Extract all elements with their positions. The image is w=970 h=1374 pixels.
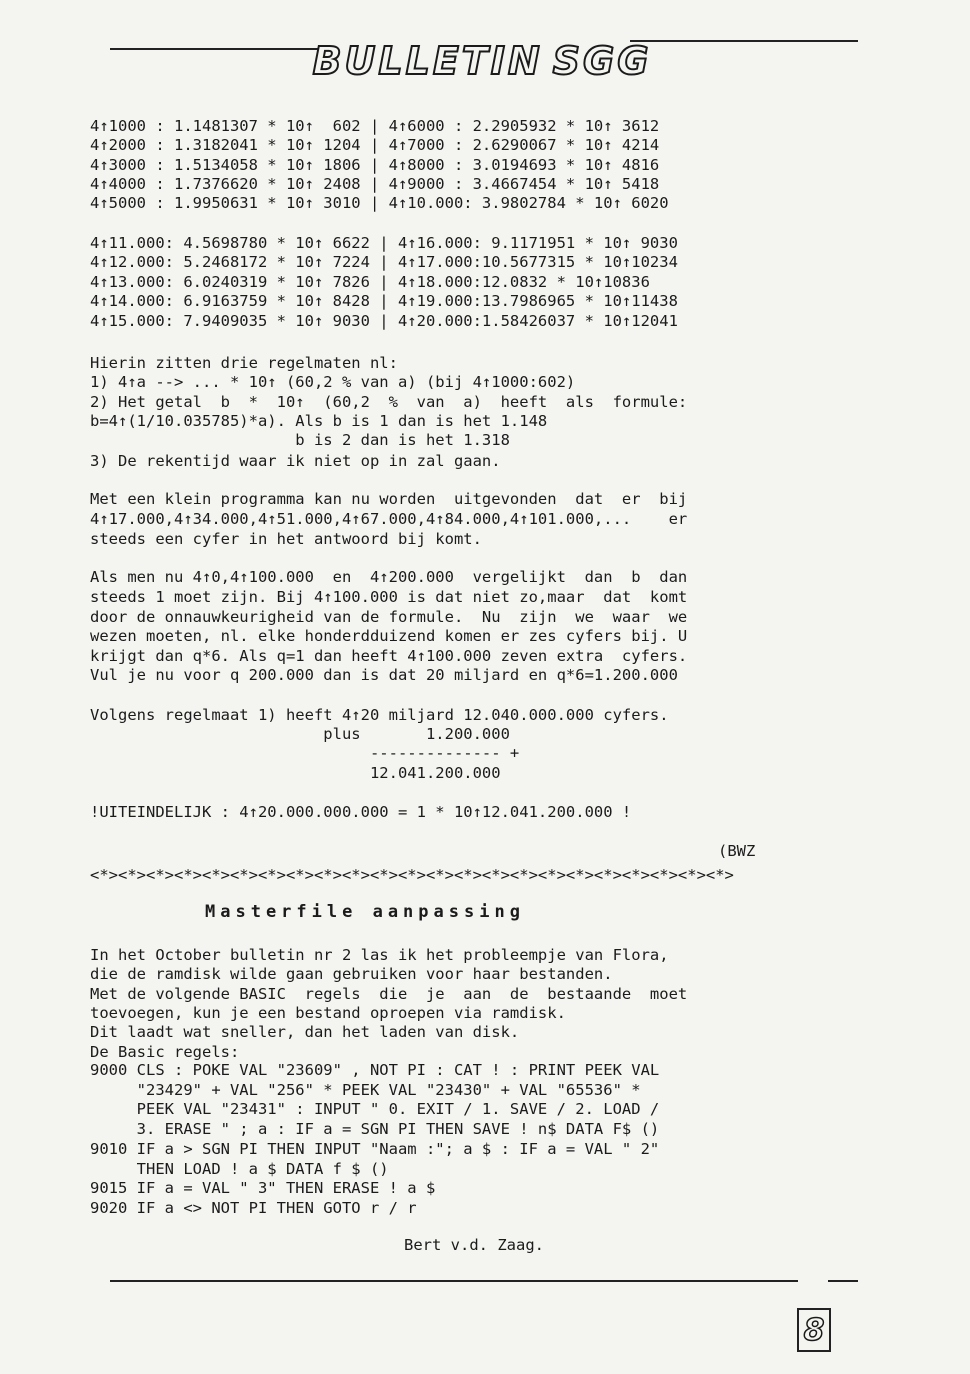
text-line: b is 2 dan is het 1.318 [90, 431, 510, 449]
text-line: b=4↑(1/10.035785)*a). Als b is 1 dan is het 1.148 [90, 412, 548, 430]
table-row: 4↑3000 : 1.5134058 * 10↑ 1806 | 4↑8000 : 3.0194693 * 10↑ 4816 [90, 156, 660, 174]
table-row: 4↑5000 : 1.9950631 * 10↑ 3010 | 4↑10.000: 3.9802784 * 10↑ 6020 [90, 194, 669, 212]
code-line: PEEK VAL "23431" : INPUT " 0. EXIT / 1. SAVE / 2. LOAD / [90, 1100, 660, 1118]
text-line: De Basic regels: [90, 1043, 240, 1061]
text-line: Als men nu 4↑0,4↑100.000 en 4↑200.000 vergelijkt dan b dan [90, 568, 688, 586]
masthead-word-sgg: SGG [552, 39, 652, 83]
footer-rule-right [828, 1280, 858, 1282]
text-line: Met een klein programma kan nu worden uitgevonden dat er bij [90, 490, 688, 508]
text-line: krijgt dan q*6. Als q=1 dan heeft 4↑100.000 zeven extra cyfers. [90, 647, 688, 665]
masthead-word-bulletin: BULLETIN [312, 39, 543, 83]
text-line: wezen moeten, nl. elke honderdduizend komen er zes cyfers bij. U [90, 627, 688, 645]
text-line: door de onnauwkeurigheid van de formule. Nu zijn we waar we [90, 608, 688, 626]
text-line: 4↑17.000,4↑34.000,4↑51.000,4↑67.000,4↑84.000,4↑101.000,... er [90, 510, 688, 528]
page-number: 8 [797, 1308, 831, 1352]
code-line: 9020 IF a <> NOT PI THEN GOTO r / r [90, 1199, 417, 1217]
text-line: Hierin zitten drie regelmaten nl: [90, 354, 398, 372]
header-rule-left [110, 48, 335, 50]
code-line: 9000 CLS : POKE VAL "23609" , NOT PI : CAT ! : PRINT PEEK VAL [90, 1061, 660, 1079]
text-line: plus 1.200.000 [90, 725, 510, 743]
table-row: 4↑12.000: 5.2468172 * 10↑ 7224 | 4↑17.000:10.5677315 * 10↑10234 [90, 253, 678, 271]
code-line: THEN LOAD ! a $ DATA f $ () [90, 1160, 389, 1178]
text-line: 2) Het getal b * 10↑ (60,2 % van a) heeft als formule: [90, 393, 688, 411]
text-line: toevoegen, kun je een bestand oproepen via ramdisk. [90, 1004, 566, 1022]
table-row: 4↑14.000: 6.9163759 * 10↑ 8428 | 4↑19.000:13.7986965 * 10↑11438 [90, 292, 678, 310]
text-line: 12.041.200.000 [90, 764, 501, 782]
text-line: In het October bulletin nr 2 las ik het probleempje van Flora, [90, 946, 669, 964]
text-line: 3) De rekentijd waar ik niet op in zal gaan. [90, 452, 501, 470]
section-divider: <*><*><*><*><*><*><*><*><*><*><*><*><*><*><*><*><*><*><*><*><*><*><*> [90, 866, 734, 884]
text-line: 1) 4↑a --> ... * 10↑ (60,2 % van a) (bij 4↑1000:602) [90, 373, 576, 391]
table-row: 4↑1000 : 1.1481307 * 10↑ 602 | 4↑6000 : 2.2905932 * 10↑ 3612 [90, 117, 660, 135]
code-line: 3. ERASE " ; a : IF a = SGN PI THEN SAVE ! n$ DATA F$ () [90, 1120, 660, 1138]
masthead-logo [312, 36, 652, 86]
footer-rule [110, 1280, 798, 1282]
text-line: Dit laadt wat sneller, dan het laden van disk. [90, 1023, 520, 1041]
table-row: 4↑4000 : 1.7376620 * 10↑ 2408 | 4↑9000 : 3.4667454 * 10↑ 5418 [90, 175, 660, 193]
table-row: 4↑13.000: 6.0240319 * 10↑ 7826 | 4↑18.000:12.0832 * 10↑10836 [90, 273, 650, 291]
table-row: 4↑15.000: 7.9409035 * 10↑ 9030 | 4↑20.000:1.58426037 * 10↑12041 [90, 312, 678, 330]
text-line: -------------- + [90, 744, 520, 762]
text-line: die de ramdisk wilde gaan gebruiken voor haar bestanden. [90, 965, 613, 983]
text-line: Vul je nu voor q 200.000 dan is dat 20 miljard en q*6=1.200.000 [90, 666, 678, 684]
table-row: 4↑11.000: 4.5698780 * 10↑ 6622 | 4↑16.000: 9.1171951 * 10↑ 9030 [90, 234, 678, 252]
signature: Bert v.d. Zaag. [404, 1236, 544, 1254]
text-line: Met de volgende BASIC regels die je aan de bestaande moet [90, 985, 688, 1003]
article-heading: Masterfile aanpassing [205, 902, 525, 922]
text-line: steeds een cyfer in het antwoord bij komt. [90, 530, 482, 548]
text-line: steeds 1 moet zijn. Bij 4↑100.000 is dat niet zo,maar dat komt [90, 588, 688, 606]
code-line: 9015 IF a = VAL " 3" THEN ERASE ! a $ [90, 1179, 436, 1197]
table-row: 4↑2000 : 1.3182041 * 10↑ 1204 | 4↑7000 : 2.6290067 * 10↑ 4214 [90, 136, 660, 154]
header-rule-right [630, 40, 858, 42]
conclusion-line: !UITEINDELIJK : 4↑20.000.000.000 = 1 * 10↑12.041.200.000 ! [90, 803, 632, 821]
author-initials: (BWZ [718, 842, 756, 860]
code-line: 9010 IF a > SGN PI THEN INPUT "Naam :"; a $ : IF a = VAL " 2" [90, 1140, 660, 1158]
code-line: "23429" + VAL "256" * PEEK VAL "23430" + VAL "65536" * [90, 1081, 641, 1099]
text-line: Volgens regelmaat 1) heeft 4↑20 miljard 12.040.000.000 cyfers. [90, 706, 669, 724]
